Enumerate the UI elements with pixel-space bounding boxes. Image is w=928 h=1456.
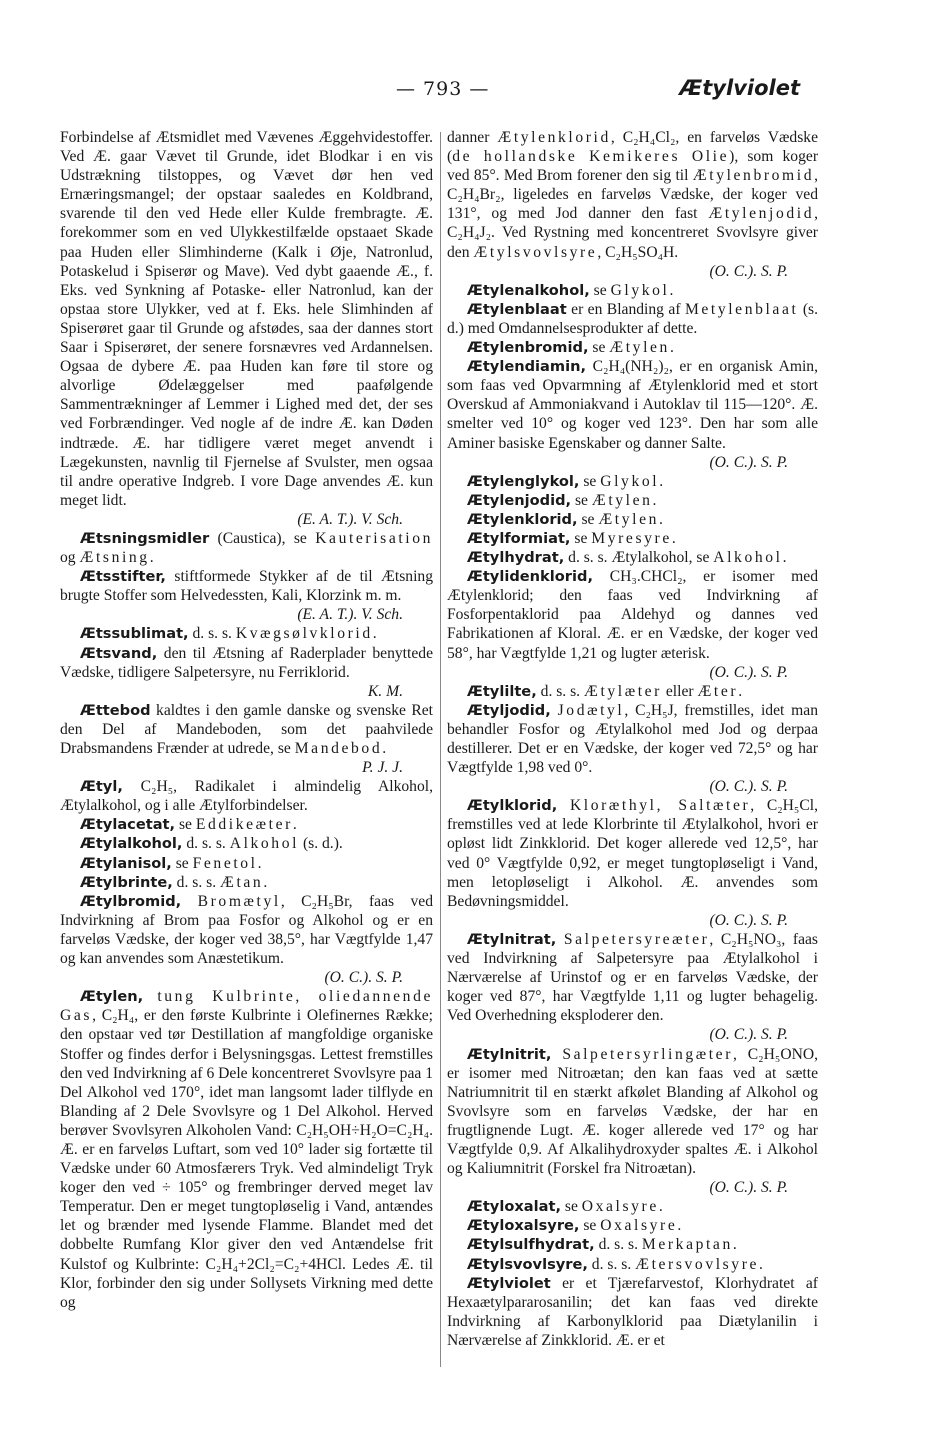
- entry-aetsningsmidler: Ætsningsmidler (Caustica), se Kauterisation og Ætsning.: [60, 529, 433, 567]
- headword: Ætylenbromid,: [467, 339, 589, 357]
- headword: Ætsstifter,: [80, 568, 166, 586]
- headword: Ætylbromid,: [80, 892, 182, 910]
- entry-aetylenblaat: Ætylenblaat er en Blanding af Metylenblaat (s. d.) med Omdannelsesprodukter af dette.: [447, 300, 818, 337]
- headword: Ætsningsmidler: [80, 529, 210, 547]
- headword: Ætylhydrat,: [467, 549, 565, 567]
- intro-paragraph: Forbindelse af Ætsmidlet med Vævenes Æggehvidestoffer. Ved Æ. gaar Vævet til Grunde, idet Blodkar i en vis Udstrækning tilstoppes, og Vævet dør hen ved Ernæringsmangel; der opstaar saaledes en Koldbrand, svarende til den ved Hede eller Kulde frembragte. Æ. forekommer som en ved Ulykkestilfælde opstaaet Skade paa Huden eller Slimhinderne (Kalk i Øje, Natronlud, Potaskelud i Spiserør og Mave). Ved dybt gaaende Æ., f. Eks. ved Synkning af Potaske- eller Natronlud, kan der opstaa store Ulykker, ved at f. Eks. hele Slimhinden af Spiserøret gaar til Grunde og afstødes, saa der dannes stort Saar i Spiserøret, der senere forsnævres ved Ardannelsen. Ogsaa de dybere Æ. paa Huden kan føre til store og alvorlige Ødelæggelser med paafølgende Sammentrækninger af Lemmer i Lighed med det, der ses ved Forbrændinger. Ved nogle af de indre Æ. kan Døden indtræde. Æ. har tidligere været meget anvendt i Lægekunsten, navnlig til Fjernelse af Svulster, men ogsaa til andre operative Indgreb. I vore Dage anvendes Æ. kun meget lidt. (E. A. T.). V. Sch.: [60, 129, 433, 528]
- headword: Ætylbrinte,: [80, 873, 173, 891]
- right-column: [447, 128, 818, 1350]
- headword: Ætylenalkohol,: [467, 281, 590, 299]
- entry-aetylenbromid: Ætylenbromid, se Ætylen.: [467, 339, 674, 357]
- entry-aetylformiat: Ætylformiat, se Myresyre.: [467, 529, 676, 547]
- headword: Ætylformiat,: [467, 529, 571, 547]
- headword: Ætyloxalat,: [467, 1198, 561, 1216]
- headword: Ætylenjodid,: [467, 491, 572, 509]
- column-divider: [440, 132, 441, 1367]
- continued-paragraph: danner Ætylenklorid, C₂H₄Cl₂, en farveløs Vædske (de hollandske Kemikeres Olie), som koger ved 85°. Med Brom forener den sig til Ætylenbromid, C₂H₄Br₂, ligeledes en farveløs Vædske, der koger ved 131°, og med Jod danner den fast Ætylenjodid, C₂H₄J₂. Ved Rystning med koncentreret Svovlsyre giver den Ætylsvovlsyre, C₂H₅SO₄H. (O. C.). S. P.: [447, 129, 819, 280]
- headword: Ætyl,: [80, 778, 123, 796]
- entry-aetylidenklorid: Ætylidenklorid, CH₃.CHCl₂, er isomer med Ætylenklorid; den faas ved Indvirkning af Fosforpentaklorid paa Aldehyd og dannes ved Fabrikationen af Kloral. Æ. er en Vædske, der koger ved 58°, har Vægtfylde 1,21 og lugter æterisk. (O. C.). S. P.: [447, 568, 818, 681]
- entry-aetylnitrat: Ætylnitrat, Salpetersyreæter, C₂H₅NO₃, faas ved Indvirkning af Salpetersyre paa Ætylalkohol i Nærværelse af Urinstof og er en farveløs Vædske, der koger ved 87°, har Vægtfylde 1,11 og lugter behagelig. Ved Overhedning eksploderer den. (O. C.). S. P.: [447, 930, 818, 1044]
- headword: Ætyloxalsyre,: [467, 1217, 580, 1235]
- headword: Ætylalkohol,: [80, 835, 183, 853]
- running-head: Ætylviolet: [679, 76, 800, 100]
- headword: Ættebod: [80, 701, 151, 719]
- headword: Ætylviolet: [467, 1274, 551, 1292]
- entry-aetylilte: Ætylilte, d. s. s. Ætylæter eller Æter.: [467, 682, 743, 700]
- headword: Ætsvand,: [80, 644, 158, 662]
- entry-aetsvand: Ætsvand, den til Ætsning af Raderplader benyttede Vædske, tidligere Salpetersyre, nu Ferriklorid. K. M.: [60, 644, 433, 700]
- page-number: — 793 —: [396, 78, 490, 100]
- entry-aetylhydrat: Ætylhydrat, d. s. s. Ætylalkohol, se Alkohol.: [467, 549, 787, 567]
- entry-aetyloxalsyre: Ætyloxalsyre, se Oxalsyre.: [467, 1217, 682, 1235]
- entry-aetylacetat: Ætylacetat, se Eddikeæter.: [80, 816, 297, 834]
- headword: Ætylilte,: [467, 682, 537, 700]
- headword: Ætylnitrit,: [467, 1045, 552, 1063]
- headword: Ætylklorid,: [467, 797, 558, 815]
- entry-aetssublimat: Ætssublimat, d. s. s. Kvægsølvklorid.: [80, 625, 377, 643]
- headword: Ætylacetat,: [80, 816, 176, 834]
- headword: Ætylidenklorid,: [467, 568, 593, 586]
- headword: Ætylenglykol,: [467, 472, 580, 490]
- headword: Ætylanisol,: [80, 854, 172, 872]
- headword: Ætylsvovlsyre,: [467, 1255, 588, 1273]
- entry-aetyljodid: Ætyljodid, Jodætyl, C₂H₅J, fremstilles, idet man behandler Fosfor og Ætylalkohol med Jod og derpaa destillerer. Det er en Vædske, der koger ved 72,5° og har Vægtfylde 1,98 ved 0°. (O. C.). S. P.: [447, 701, 818, 796]
- entry-aetylenglykol: Ætylenglykol, se Glykol.: [467, 472, 664, 490]
- headword: Ætylen,: [80, 988, 144, 1006]
- entry-aetylklorid: Ætylklorid, Kloræthyl, Saltæter, C₂H₅Cl, fremstilles ved at lede Klorbrinte til Ætylalkohol, hvori er opløst lidt Zinkklorid. Det koger allerede ved 12,5°, har ved 0° Vægtfylde 0,92, er meget tungtopløseligt i Vand, men letopløseligt i Alkohol. Æ. anvendes som Bedøvningsmiddel. (O. C.). S. P.: [447, 797, 819, 929]
- entry-aetylalkohol: Ætylalkohol, d. s. s. Alkohol (s. d.).: [80, 835, 343, 853]
- entry-aetylenjodid: Ætylenjodid, se Ætylen.: [467, 491, 657, 509]
- page-header: [0, 78, 928, 110]
- headword: Ætylenklorid,: [467, 510, 578, 528]
- entry-aetylsulfhydrat: Ætylsulfhydrat, d. s. s. Merkaptan.: [467, 1236, 737, 1254]
- entry-aetylviolet: Ætylviolet er et Tjærefarvestof, Klorhydratet af Hexaætylpararosanilin; det kan faas ved direkte Indvirkning af Karbonylklorid paa Diætylanilin i Nærværelse af Zinkklorid. Æ. er et: [447, 1274, 818, 1349]
- entry-aetylsvovlsyre: Ætylsvovlsyre, d. s. s. Ætersvovlsyre.: [467, 1255, 763, 1273]
- left-column: [60, 128, 433, 1312]
- entry-aettebod: Ættebod kaldtes i den gamle danske og svenske Ret den Del af Mandeboden, som det paahvilede Drabsmandens Frænder at udrede, se Mandebod. P. J. J.: [60, 701, 433, 777]
- headword: Ætyljodid,: [467, 701, 551, 719]
- entry-aetylbrinte: Ætylbrinte, d. s. s. Ætan.: [80, 873, 268, 891]
- entry-aetylnitrit: Ætylnitrit, Salpetersyrlingæter, C₂H₅ONO, er isomer med Nitroætan; den kan faas ved at sætte Natriumnitrit til en stærkt afkølet Blanding af Alkohol og Svovlsyre som en farveløs Vædske, der har en frugtlignende Lugt. Æ. koger allerede ved 17° og har Vægtfylde 0,9. Af Alkalihydroxyder spaltes Æ. i Alkohol og Kaliumnitrit (Forskel fra Nitroætan). (O. C.). S. P.: [447, 1045, 818, 1197]
- headword: Ætylenblaat: [467, 300, 567, 318]
- headword: Ætylnitrat,: [467, 930, 557, 948]
- headword: Ætylsulfhydrat,: [467, 1236, 595, 1254]
- entry-aetsstifter: Ætsstifter, stiftformede Stykker af de til Ætsning brugte Stoffer som Helvedessten, Kali, Klorzink m. m. (E. A. T.). V. Sch.: [60, 568, 433, 624]
- entry-aetylendiamin: Ætylendiamin, C₂H₄(NH₂)₂, er en organisk Amin, som faas ved Opvarmning af Ætylenklorid med et stort Overskud af Ammoniakvand i Autoklav til 115—120°. Æ. smelter ved 10° og koger ved 123°. Den har som alle Aminer basiske Egenskaber og danner Salte. (O. C.). S. P.: [447, 358, 818, 471]
- entry-aetylenklorid: Ætylenklorid, se Ætylen.: [467, 510, 663, 528]
- entry-aetyl: Ætyl, C₂H₅, Radikalet i almindelig Alkohol, Ætylalkohol, og i alle Ætylforbindelser.: [60, 778, 433, 815]
- entry-aetylen: Ætylen, tung Kulbrinte, oliedannende Gas, C₂H₄, er den første Kulbrinte i Olefinernes Række; den opstaar ved tør Destillation af mangfoldige organiske Stoffer og findes derfor i Belysningsgas. Lettest fremstilles den ved Indvirkning af 6 Dele koncentreret Svovlsyre paa 1 Del Alkohol ved 170°, idet man langsomt lader tilflyde en Blanding af 2 Dele Svovlsyre og 1 Del Alkohol. Herved berøver Svovlsyren Alkoholen Vand: C₂H₅OH÷H₂O=C₂H₄. Æ. er en farveløs Luftart, som ved 10° lader sig fortætte til Vædske under 60 Atmosfærers Tryk. Ved almindeligt Tryk koger den ved ÷ 105° og frembringer derved meget lav Temperatur. Den er meget tungtopløselig i Vand, antændes let og brænder med lysende Flamme. Blandet med det dobbelte Rumfang Klor giver den ved Antændelse frit Kulstof og Kulbrinte: C₂H₄+2Cl₂=C₂+4HCl. Ledes Æ. til Klor, forbinder den sig under Sollysets Virkning med dette og: [60, 988, 433, 1311]
- entry-aetylanisol: Ætylanisol, se Fenetol.: [80, 854, 262, 872]
- headword: Ætylendiamin,: [467, 358, 587, 376]
- entry-aetylbromid: Ætylbromid, Bromætyl, C₂H₅Br, faas ved Indvirkning af Brom paa Fosfor og Alkohol og er en farveløs Vædske, der koger ved 38,5°, har Vægtfylde 1,47 og kan anvendes som Anæstetikum. (O. C.). S. P.: [60, 892, 433, 987]
- headword: Ætssublimat,: [80, 625, 189, 643]
- entry-aetylenalkohol: Ætylenalkohol, se Glykol.: [467, 281, 674, 299]
- entry-aetyloxalat: Ætyloxalat, se Oxalsyre.: [467, 1198, 663, 1216]
